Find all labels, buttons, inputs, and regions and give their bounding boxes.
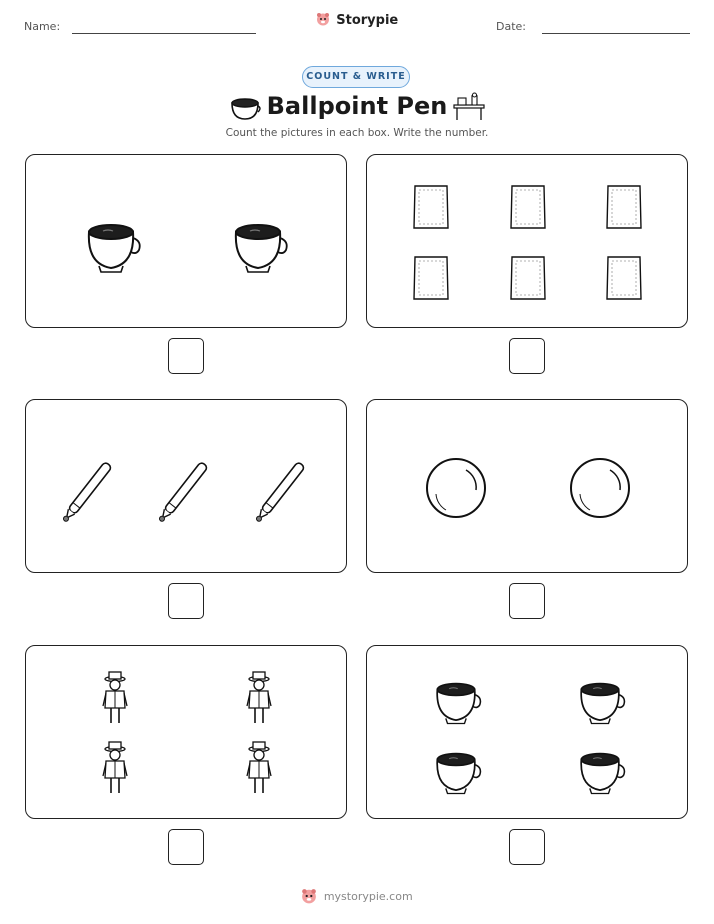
storypie-logo-icon [316, 12, 330, 26]
box-6-pictures [367, 646, 687, 818]
cauldron-icon [437, 684, 480, 724]
date-label: Date: [496, 20, 526, 33]
answer-box-6[interactable] [509, 829, 545, 865]
cauldron-icon [236, 225, 287, 272]
counting-box-5 [25, 645, 347, 819]
cauldron-icon [581, 684, 624, 724]
pen-icon [157, 462, 208, 524]
paper-icon [607, 186, 641, 228]
cauldron-icon [581, 754, 624, 794]
detective-icon [103, 742, 127, 793]
box-3-pictures [26, 400, 346, 572]
counting-box-2 [366, 154, 688, 328]
paper-icon [607, 257, 641, 299]
answer-box-3[interactable] [168, 583, 204, 619]
box-2-pictures [367, 155, 687, 327]
counting-box-6 [366, 645, 688, 819]
answer-box-2[interactable] [509, 338, 545, 374]
cauldron-icon [437, 754, 480, 794]
box-1-pictures [26, 155, 346, 327]
bubble-icon [571, 459, 629, 517]
name-field[interactable] [72, 33, 256, 34]
brand [0, 12, 714, 28]
counting-box-4 [366, 399, 688, 573]
paper-icon [511, 257, 545, 299]
paper-icon [414, 186, 448, 228]
detective-icon [247, 672, 271, 723]
answer-box-4[interactable] [509, 583, 545, 619]
bubble-icon [427, 459, 485, 517]
box-4-pictures [367, 400, 687, 572]
footer-url: mystorypie.com [323, 890, 413, 903]
cauldron-icon [89, 225, 140, 272]
footer [0, 888, 714, 904]
brand-name: Storypie [336, 13, 399, 28]
desk-icon [452, 92, 486, 122]
detective-icon [247, 742, 271, 793]
answer-box-1[interactable] [168, 338, 204, 374]
answer-box-5[interactable] [168, 829, 204, 865]
activity-tag: COUNT & WRITE [302, 66, 410, 88]
detective-icon [103, 672, 127, 723]
pen-icon [254, 462, 305, 524]
name-label: Name: [24, 20, 61, 33]
counting-box-3 [25, 399, 347, 573]
paper-icon [414, 257, 448, 299]
counting-box-1 [25, 154, 347, 328]
box-5-pictures [26, 646, 346, 818]
storypie-logo-icon [301, 888, 317, 904]
page-title: Ballpoint Pen [266, 92, 448, 120]
pen-icon [61, 462, 112, 524]
date-field[interactable] [542, 33, 690, 34]
paper-icon [511, 186, 545, 228]
instructions: Count the pictures in each box. Write the number. [225, 127, 489, 139]
